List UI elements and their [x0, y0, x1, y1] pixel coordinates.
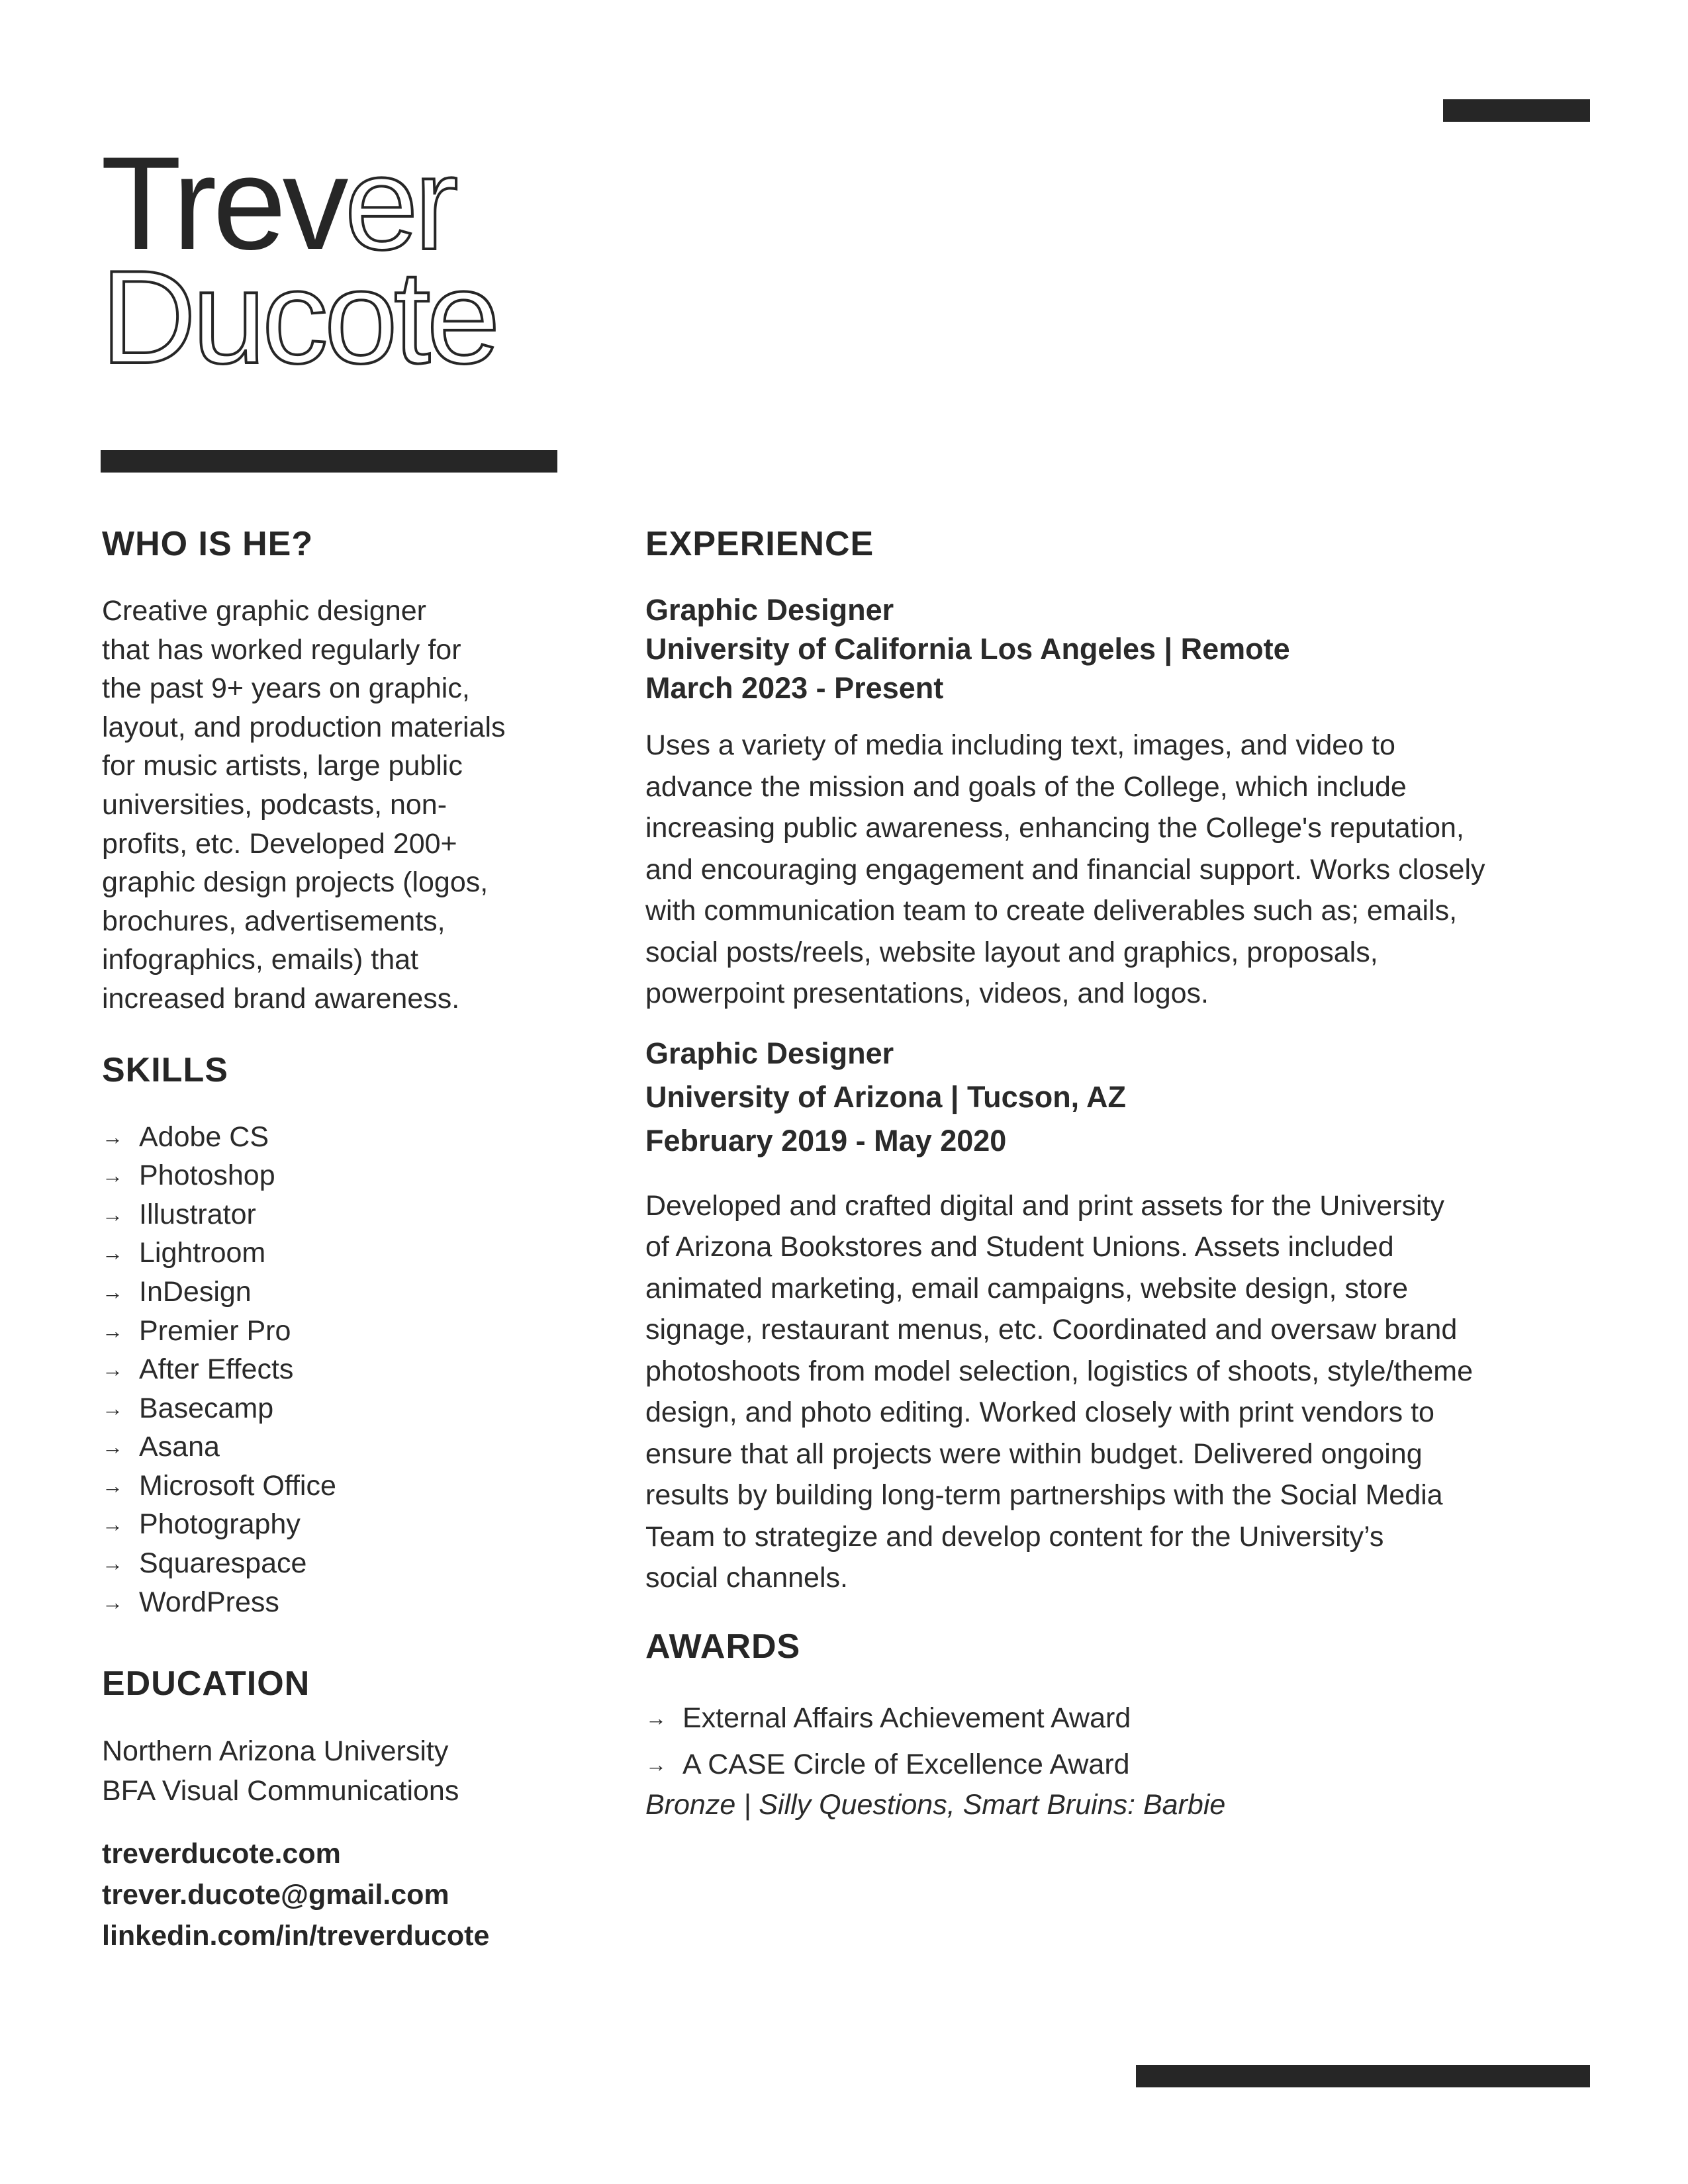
education-degree: BFA Visual Communications [102, 1775, 459, 1807]
job-description: Uses a variety of media including text, images, and video to advance the mission and goals of the College, which include increasing public awareness, enhancing the College's reputation, and encouraging engagement and financial support. Works closely with communication team to create deliverables such as; emails, social posts/reels, website layout and graphics, proposals, powerpoint presentations, videos, and logos. [645, 729, 1485, 1009]
about-line: universities, podcasts, non- [102, 788, 447, 821]
arrow-right-icon: → [102, 1590, 123, 1614]
skill-item: → After Effects [102, 1350, 579, 1389]
arrow-right-icon: → [102, 1279, 123, 1304]
left-column [102, 523, 579, 1956]
education-school: Northern Arizona University [102, 1735, 449, 1768]
arrow-right-icon: → [102, 1202, 123, 1226]
about-line: that has worked regularly for [102, 633, 461, 666]
skill-item: → Photoshop [102, 1156, 579, 1195]
resume-name [101, 130, 496, 391]
linkedin-link[interactable]: linkedin.com/in/treverducote [102, 1920, 490, 1952]
skill-item: → Microsoft Office [102, 1467, 579, 1506]
job-org: University of California Los Angeles | Remote [645, 632, 1290, 666]
arrow-right-icon: → [102, 1512, 123, 1537]
last-name: Ducote [101, 244, 496, 391]
awards-heading: AWARDS [645, 1627, 801, 1666]
skill-item: → Lightroom [102, 1234, 579, 1273]
about-line: for music artists, large public [102, 750, 463, 782]
skill-item: → Asana [102, 1428, 579, 1467]
about-line: increased brand awareness. [102, 982, 460, 1015]
right-column [645, 523, 1599, 1825]
arrow-right-icon: → [102, 1396, 123, 1420]
about-line: graphic design projects (logos, [102, 866, 489, 899]
decorative-bar-top [1443, 99, 1590, 122]
award-item: → A CASE Circle of Excellence Award [645, 1745, 1599, 1784]
decorative-bar-bottom [1136, 2065, 1590, 2087]
arrow-right-icon: → [102, 1163, 123, 1188]
job-description: Developed and crafted digital and print assets for the University of Arizona Bookstores and Student Unions. Assets included animated marketing, email campaigns, website design, store signage, restaurant menus, etc. Coordinated and oversaw brand photoshoots from model selection, logistics of shoots, style/theme design, and photo editing. Worked closely with print vendors to ensure that all projects were within budget. Delivered ongoing results by building long-term partnerships with the Social Media Team to strategize and develop content for the University’s social channels. [645, 1189, 1474, 1594]
arrow-right-icon: → [645, 1706, 667, 1730]
about-line: profits, etc. Developed 200+ [102, 827, 457, 860]
about-line: brochures, advertisements, [102, 905, 445, 937]
about-line: Creative graphic designer [102, 595, 426, 627]
job-entry [645, 590, 1599, 1015]
about-heading: WHO IS HE? [102, 525, 314, 563]
skill-item: → Basecamp [102, 1389, 579, 1428]
education-text [102, 1731, 579, 1811]
arrow-right-icon: → [102, 1124, 123, 1149]
first-name-outline: er [344, 130, 455, 277]
job-title: Graphic Designer [645, 1036, 894, 1070]
experience-heading: EXPERIENCE [645, 525, 874, 563]
website-link[interactable]: treverducote.com [102, 1838, 341, 1870]
arrow-right-icon: → [102, 1551, 123, 1576]
skill-item: → Illustrator [102, 1195, 579, 1234]
skill-item: → Squarespace [102, 1544, 579, 1583]
skill-item: → WordPress [102, 1583, 579, 1622]
skill-item: → InDesign [102, 1273, 579, 1312]
about-line: layout, and production materials [102, 711, 506, 743]
arrow-right-icon: → [102, 1473, 123, 1498]
about-text [102, 592, 579, 1019]
arrow-right-icon: → [102, 1241, 123, 1265]
job-dates: March 2023 - Present [645, 671, 944, 705]
decorative-bar-name [101, 450, 557, 473]
about-line: infographics, emails) that [102, 944, 418, 976]
job-org: University of Arizona | Tucson, AZ [645, 1079, 1126, 1114]
job-entry [645, 1032, 1599, 1599]
arrow-right-icon: → [102, 1318, 123, 1343]
skills-list [102, 1118, 579, 1622]
contact-block [102, 1833, 579, 1956]
skills-heading: SKILLS [102, 1050, 228, 1089]
arrow-right-icon: → [102, 1435, 123, 1459]
arrow-right-icon: → [645, 1752, 667, 1776]
first-name-solid: Trev [101, 130, 345, 277]
award-note: Bronze | Silly Questions, Smart Bruins: Barbie [645, 1788, 1226, 1821]
awards-list [645, 1692, 1599, 1784]
award-item: → External Affairs Achievement Award [645, 1692, 1599, 1745]
skill-item: → Photography [102, 1505, 579, 1544]
education-heading: EDUCATION [102, 1664, 310, 1704]
email-link[interactable]: trever.ducote@gmail.com [102, 1879, 449, 1911]
arrow-right-icon: → [102, 1357, 123, 1382]
job-dates: February 2019 - May 2020 [645, 1123, 1007, 1158]
about-line: the past 9+ years on graphic, [102, 672, 470, 705]
skill-item: → Adobe CS [102, 1118, 579, 1157]
job-title: Graphic Designer [645, 593, 894, 627]
skill-item: → Premier Pro [102, 1312, 579, 1351]
